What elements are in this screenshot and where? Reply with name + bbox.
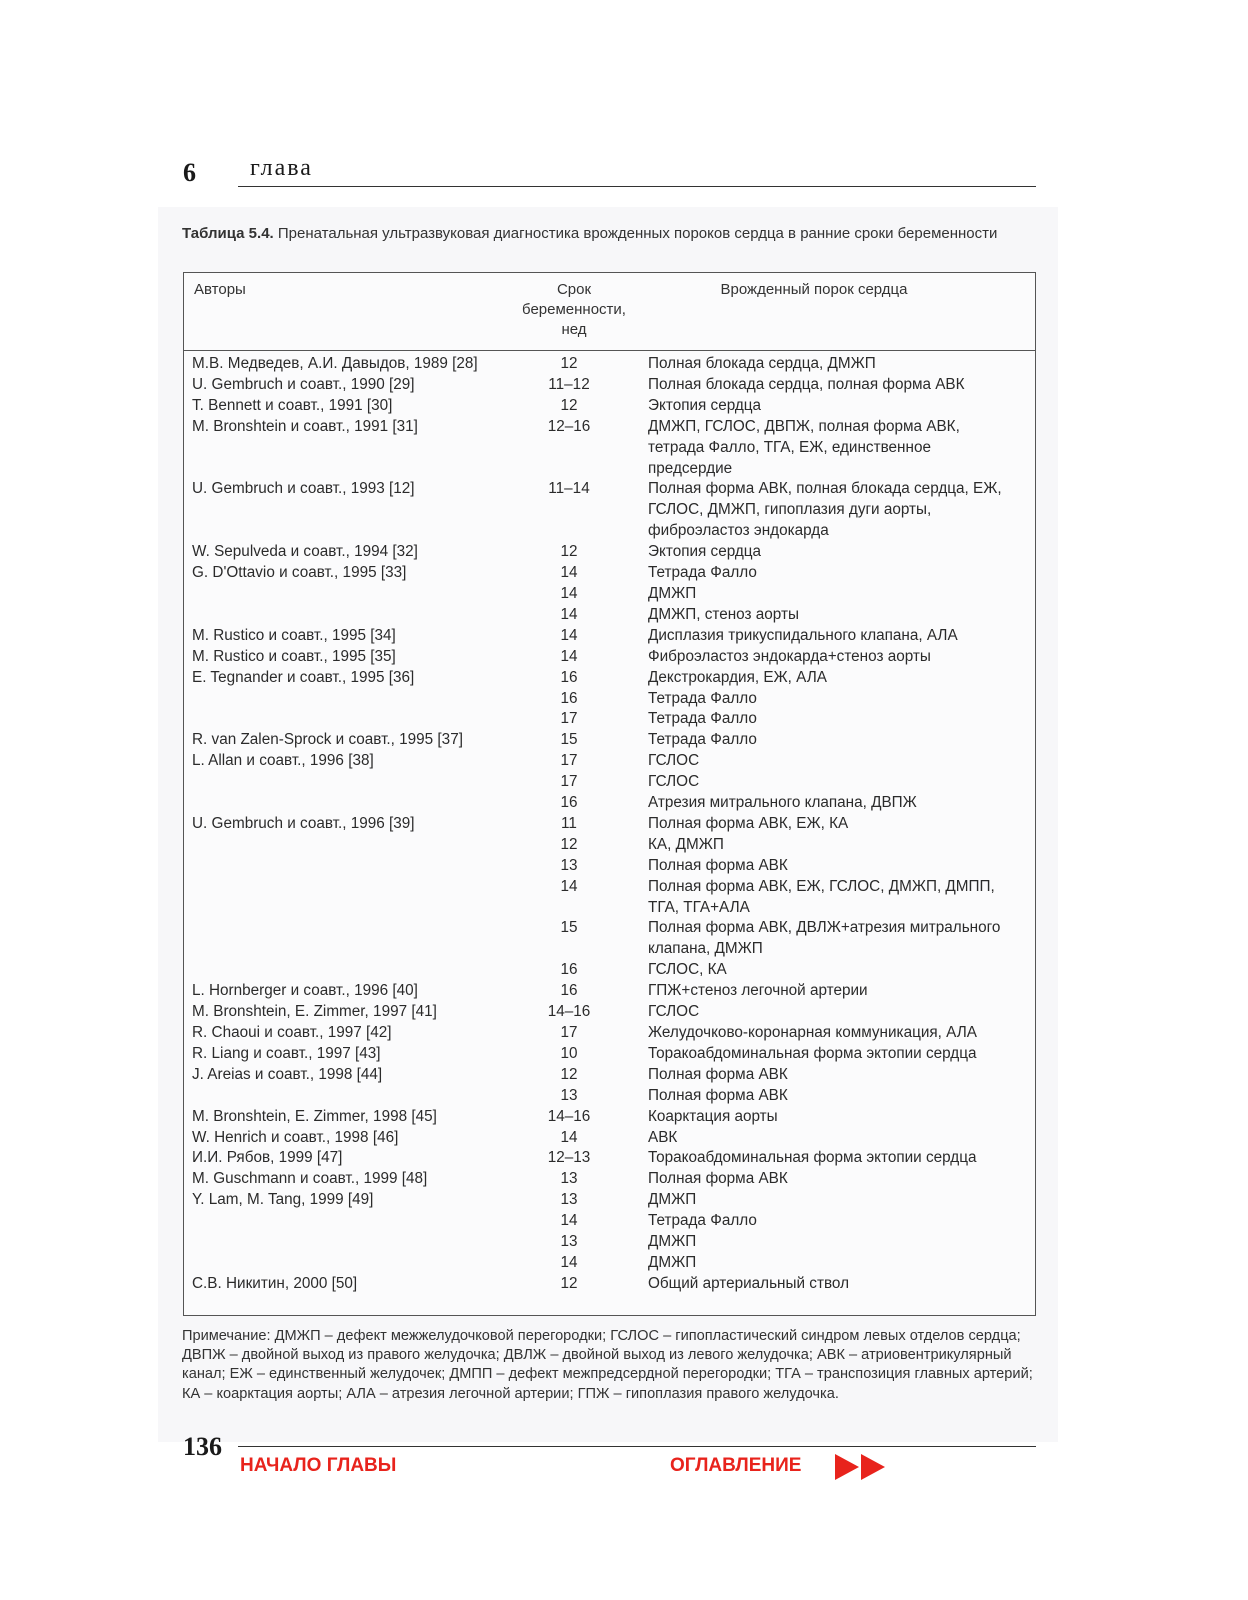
cell-defect: Полная форма АВК, ДВЛЖ+атрезия митрального клапана, ДМЖП	[648, 919, 1001, 958]
table-row	[184, 877, 1035, 919]
cell-author: M. Bronshtein, E. Zimmer, 1997 [41]	[192, 1003, 437, 1021]
cell-defect: Полная блокада сердца, ДМЖП	[648, 355, 876, 372]
table-caption-label: Таблица 5.4.	[182, 225, 274, 242]
cell-author: М.В. Медведев, А.И. Давыдов, 1989 [28]	[192, 355, 478, 372]
cell-defect: КА, ДМЖП	[648, 835, 724, 853]
table-row	[184, 1190, 1035, 1211]
cell-defect: Полная форма АВК	[648, 1086, 788, 1104]
table-row	[184, 1274, 1035, 1295]
cell-week: 14	[560, 605, 578, 623]
cell-defect: ГСЛОС	[648, 773, 700, 791]
cell-week: 12	[560, 835, 578, 853]
cell-week: 16	[560, 961, 578, 979]
header-term: Срок беременности, нед	[522, 281, 626, 338]
cell-defect: Полная форма АВК	[648, 1170, 788, 1188]
footer-rule	[238, 1446, 1036, 1447]
cell-week: 14	[560, 564, 578, 582]
table-row	[184, 584, 1035, 605]
cell-defect: Полная форма АВК, ЕЖ, ГСЛОС, ДМЖП, ДМПП, ТГА, ТГА+АЛА	[648, 877, 995, 916]
cell-defect: Фиброэластоз эндокарда+стеноз аорты	[648, 647, 931, 665]
cell-week: 14	[560, 1128, 578, 1146]
cell-week: 15	[560, 919, 578, 937]
table-row	[184, 626, 1035, 647]
cell-defect: Полная блокада сердца, полная форма АВК	[648, 375, 965, 393]
cell-week: 12	[560, 355, 578, 372]
cell-week: 14	[560, 647, 578, 665]
cell-week: 14–16	[547, 1107, 591, 1125]
cell-week: 13	[560, 1170, 578, 1188]
table-row	[184, 835, 1035, 856]
cell-defect: Торакоабдоминальная форма эктопии сердца	[648, 1044, 977, 1062]
cell-author: L. Allan и соавт., 1996 [38]	[192, 752, 374, 770]
cell-author: R. van Zalen-Sprock и соавт., 1995 [37]	[192, 731, 463, 749]
table-row	[184, 1044, 1035, 1065]
cell-week: 17	[560, 773, 578, 791]
table-row	[184, 647, 1035, 668]
cell-week: 14	[560, 584, 578, 602]
cell-author: С.В. Никитин, 2000 [50]	[192, 1274, 358, 1292]
table-row	[184, 375, 1035, 396]
cell-defect: Торакоабдоминальная форма эктопии сердца	[648, 1149, 977, 1167]
table-row	[184, 605, 1035, 626]
cell-week: 16	[560, 689, 578, 707]
table-row	[184, 772, 1035, 793]
cell-author: M. Rustico и соавт., 1995 [34]	[192, 626, 396, 644]
cell-week: 14	[560, 877, 578, 895]
table-row	[184, 354, 1035, 375]
cell-week: 11	[561, 814, 577, 832]
cell-week: 11–14	[548, 480, 590, 498]
cell-author: W. Sepulveda и соавт., 1994 [32]	[192, 543, 418, 561]
cell-author: M. Bronshtein, E. Zimmer, 1998 [45]	[192, 1107, 437, 1125]
cell-week: 14	[560, 1253, 578, 1271]
cell-defect: Эктопия сердца	[648, 543, 762, 561]
table-row	[184, 709, 1035, 730]
cell-week: 12–16	[547, 417, 591, 435]
cell-week: 13	[560, 1233, 578, 1251]
cell-week: 13	[560, 856, 578, 874]
cell-week: 12	[560, 1065, 578, 1083]
chapter-start-link[interactable]: НАЧАЛО ГЛАВЫ	[240, 1455, 397, 1476]
cell-author: J. Areias и соавт., 1998 [44]	[192, 1065, 383, 1083]
table-row	[184, 1232, 1035, 1253]
cell-week: 11–12	[548, 375, 590, 393]
cell-author: U. Gembruch и соавт., 1990 [29]	[192, 375, 415, 393]
cell-defect: ДМЖП, стеноз аорты	[648, 605, 799, 623]
cell-defect: ДМЖП	[648, 1191, 697, 1209]
cell-defect: ДМЖП	[648, 1233, 697, 1251]
table-row	[184, 1169, 1035, 1190]
toc-link[interactable]: ОГЛАВЛЕНИЕ	[670, 1455, 802, 1476]
cell-author: E. Tegnander и соавт., 1995 [36]	[192, 668, 415, 686]
table-row	[184, 730, 1035, 751]
header-authors: Авторы	[194, 281, 246, 298]
cell-week: 16	[560, 794, 578, 812]
table-row	[184, 981, 1035, 1002]
table-row	[184, 1023, 1035, 1044]
cell-defect: Желудочково-коронарная коммуникация, АЛА	[648, 1024, 977, 1041]
cell-defect: Тетрада Фалло	[648, 710, 757, 728]
cell-defect: Полная форма АВК	[648, 1065, 788, 1083]
table-row	[184, 1086, 1035, 1107]
cell-week: 14	[560, 626, 578, 644]
cell-defect: ГСЛОС, КА	[648, 961, 727, 979]
cell-week: 12	[560, 1274, 578, 1292]
table-row	[184, 668, 1035, 689]
table-row	[184, 1211, 1035, 1232]
page-number: 136	[183, 1432, 222, 1461]
table-row	[184, 1128, 1035, 1149]
table-row	[184, 814, 1035, 835]
table-row	[184, 751, 1035, 772]
cell-defect: Тетрада Фалло	[648, 689, 757, 707]
table-row	[184, 918, 1035, 960]
table-row	[184, 563, 1035, 584]
cell-author: L. Hornberger и соавт., 1996 [40]	[192, 982, 418, 1000]
table-row	[184, 856, 1035, 877]
double-arrow-right-icon[interactable]	[835, 1452, 891, 1482]
cell-defect: Тетрада Фалло	[648, 564, 757, 582]
cell-defect: Тетрада Фалло	[648, 1212, 757, 1230]
table-row	[184, 542, 1035, 563]
cell-defect: Декстрокардия, ЕЖ, АЛА	[648, 668, 827, 686]
cell-author: T. Bennett и соавт., 1991 [30]	[192, 396, 393, 414]
cell-week: 15	[560, 731, 578, 749]
cell-defect: ДМЖП, ГСЛОС, ДВПЖ, полная форма АВК, тетрада Фалло, ТГА, ЕЖ, единственное предсердие	[648, 417, 960, 477]
table-row	[184, 1065, 1035, 1086]
table-row	[184, 689, 1035, 710]
cell-author: M. Guschmann и соавт., 1999 [48]	[192, 1170, 428, 1188]
cell-defect: ДМЖП	[648, 1253, 697, 1271]
cell-week: 13	[560, 1191, 578, 1209]
table-row	[184, 1148, 1035, 1169]
cell-author: U. Gembruch и соавт., 1996 [39]	[192, 814, 415, 832]
cell-defect: ГСЛОС	[648, 1003, 700, 1021]
cell-defect: ДМЖП	[648, 584, 697, 602]
cell-author: M. Rustico и соавт., 1995 [35]	[192, 647, 396, 665]
cell-defect: ГПЖ+стеноз легочной артерии	[648, 982, 868, 1000]
cell-author: U. Gembruch и соавт., 1993 [12]	[192, 480, 415, 498]
header-rule	[238, 186, 1036, 187]
table-row	[184, 1107, 1035, 1128]
chapter-number: 6	[183, 158, 196, 187]
table-note: Примечание: ДМЖП – дефект межжелудочковой перегородки; ГСЛОС – гипопластический синдром левых отделов сердца; ДВПЖ – двойной выход из правого желудочка; ДВЛЖ – двойной выход из левого желудочка; АВК – атриовентрикулярный канал; ЕЖ – единственный желудочек; ДМПП – дефект межпредсердной перегородки; ТГА – транспозиция главных артерий; КА – коарктация аорты; АЛА – атрезия легочной артерии; ГПЖ – гипоплазия правого желудочка.	[182, 1328, 1033, 1402]
table-row	[184, 479, 1035, 542]
header-defect: Врожденный порок сердца	[720, 281, 908, 298]
cell-author: И.И. Рябов, 1999 [47]	[192, 1149, 343, 1167]
cell-defect: АВК	[648, 1128, 678, 1146]
cell-author: Y. Lam, M. Tang, 1999 [49]	[192, 1191, 374, 1209]
table-body	[184, 354, 1035, 1295]
cell-defect: Полная форма АВК	[648, 856, 788, 874]
cell-week: 13	[560, 1086, 578, 1104]
table-row	[184, 1253, 1035, 1274]
cell-week: 17	[560, 710, 578, 728]
cell-defect: Эктопия сердца	[648, 396, 762, 414]
cell-week: 10	[560, 1044, 578, 1062]
cell-week: 14	[560, 1212, 578, 1230]
cell-defect: Коарктация аорты	[648, 1107, 778, 1125]
cell-week: 12–13	[547, 1149, 591, 1167]
cell-week: 17	[560, 752, 578, 770]
cell-defect: ГСЛОС	[648, 752, 700, 770]
table-row	[184, 793, 1035, 814]
cell-author: W. Henrich и соавт., 1998 [46]	[192, 1128, 399, 1146]
cell-author: R. Liang и соавт., 1997 [43]	[192, 1044, 381, 1062]
cell-defect: Атрезия митрального клапана, ДВПЖ	[648, 794, 917, 812]
cell-author: G. D'Ottavio и соавт., 1995 [33]	[192, 564, 407, 582]
cell-week: 12	[560, 396, 578, 414]
cell-defect: Общий артериальный ствол	[648, 1274, 850, 1292]
cell-defect: Полная форма АВК, ЕЖ, КА	[648, 814, 849, 832]
table-header	[184, 273, 1035, 351]
cell-week: 14–16	[547, 1003, 591, 1021]
table-row	[184, 960, 1035, 981]
chapter-word: глава	[250, 155, 313, 181]
cell-defect: Дисплазия трикуспидального клапана, АЛА	[648, 626, 958, 644]
table-caption	[182, 224, 1032, 244]
table-row	[184, 396, 1035, 417]
cell-defect: Тетрада Фалло	[648, 731, 757, 749]
data-table	[183, 272, 1036, 1316]
cell-defect: Полная форма АВК, полная блокада сердца, ЕЖ, ГСЛОС, ДМЖП, гипоплазия дуги аорты, фиброэластоз эндокарда	[648, 480, 1002, 540]
cell-week: 16	[560, 668, 578, 686]
cell-week: 12	[560, 543, 578, 561]
table-row	[184, 417, 1035, 480]
cell-author: M. Bronshtein и соавт., 1991 [31]	[192, 417, 418, 435]
cell-week: 17	[560, 1024, 578, 1041]
cell-week: 16	[560, 982, 578, 1000]
table-row	[184, 1002, 1035, 1023]
table-caption-text: Пренатальная ультразвуковая диагностика врожденных пороков сердца в ранние сроки беременности	[273, 225, 998, 242]
cell-author: R. Chaoui и соавт., 1997 [42]	[192, 1024, 392, 1041]
